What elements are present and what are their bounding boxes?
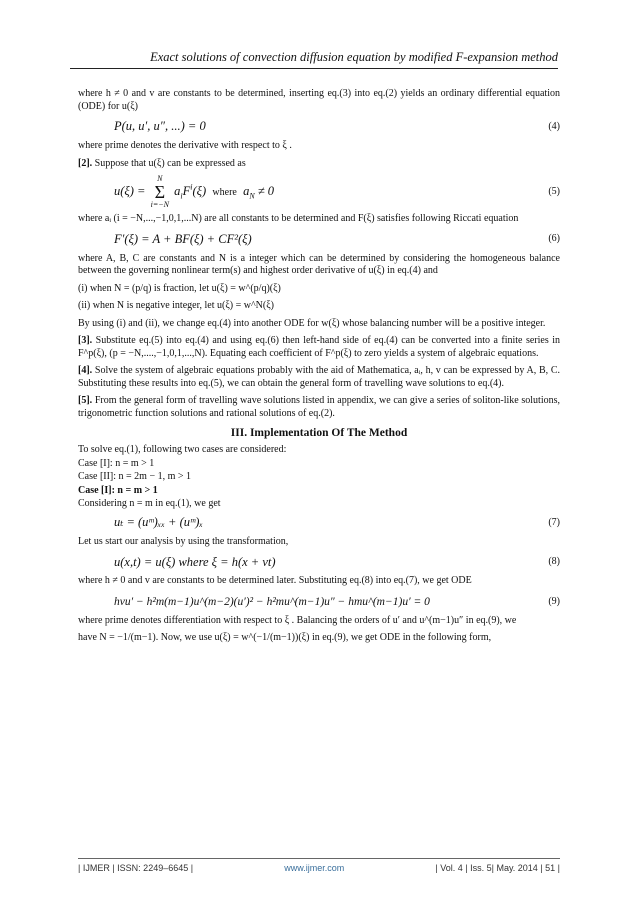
paragraph: have N = −1/(m−1). Now, we use u(ξ) = w^(−1/(m−1))(ξ) in eq.(9), we get ODE in the following form, [78, 632, 492, 644]
footer-journal: | IJMER | ISSN: 2249–6645 | [78, 863, 194, 873]
section-heading: III. Implementation Of The Method [230, 427, 408, 439]
footer-issue: | Vol. 4 | Iss. 5| May. 2014 | 51 | [435, 863, 560, 873]
step-paragraph [78, 335, 560, 360]
equation-9 [78, 593, 560, 611]
step-label: [4]. [78, 365, 93, 376]
equation-number: (9) [548, 595, 560, 607]
step-paragraph [78, 365, 560, 390]
case-heading: Case [I]: n = m > 1 [78, 484, 158, 496]
paragraph: where prime denotes the derivative with respect to ξ . [78, 140, 292, 151]
paragraph: Considering n = m in eq.(1), we get [78, 498, 221, 510]
equation-number: (4) [548, 120, 560, 132]
step-paragraph [78, 395, 560, 420]
equation-5 [78, 175, 560, 209]
paragraph: where prime denotes differentiation with respect to ξ . Balancing the orders of u′ and u^(m−1)u″ in eq.(9), we [78, 614, 517, 626]
step-label: [3]. [78, 335, 93, 346]
step-text: From the general form of travelling wave solutions listed in appendix, we can give a series of soliton-like solutions, trigonometric function solutions and rational solutions of eq.(2). [78, 395, 560, 419]
summation-symbol: N Σ i=−N [150, 174, 169, 209]
paragraph: By using (i) and (ii), we change eq.(4) into another ODE for w(ξ) whose balancing number will be a positive integer. [78, 317, 546, 329]
case-line: Case [I]: n = m > 1 [78, 457, 155, 469]
step-text: Solve the system of algebraic equations probably with the aid of Mathematica, aᵢ, h, v can be expressed by A, B, C. Substituting these results into eq.(5), we can obtain the general form of travelling wave solutions to eq.(4). [78, 365, 561, 389]
equation-number: (7) [548, 516, 560, 528]
sum-lower-limit: i=−N [150, 200, 169, 209]
step-text: Suppose that u(ξ) can be expressed as [94, 157, 246, 169]
equation-expression: uₜ = (uᵐ)ₓₓ + (uᵐ)ₓ [114, 515, 203, 530]
page-footer [78, 858, 560, 873]
equation-4 [78, 118, 560, 136]
equation-expression: u(ξ) = N Σ i=−N $a_iF^i(\xi)$ where $a_N \ne 0$ [114, 174, 275, 209]
case-line: Case [II]: n = 2m − 1, m > 1 [78, 471, 192, 483]
paragraph: where h ≠ 0 and v are constants to be determined later. Substituting eq.(8) into eq.(7), we get ODE [78, 575, 472, 587]
footer-url[interactable]: www.ijmer.com [284, 863, 345, 873]
step-text: Substitute eq.(5) into eq.(4) and using eq.(6) then left-hand side of eq.(4) can be converted into a finite series in F^p(ξ), (p = −N,....,−1,0,1,...,N). Equating each coefficient of F^p(ξ) to zero yields a system of algebraic equations. [78, 335, 560, 359]
paper-body [78, 88, 560, 650]
equation-7 [78, 514, 560, 532]
paragraph: To solve eq.(1), following two cases are considered: [78, 444, 287, 456]
running-header: Exact solutions of convection diffusion equation by modified F-expansion method [70, 50, 558, 69]
equation-expression: P(u, u′, u″, ...) = 0 [114, 119, 206, 134]
paragraph: Let us start our analysis by using the transformation, [78, 535, 289, 547]
equation-6 [78, 231, 560, 249]
equation-number: (8) [548, 556, 560, 568]
step-label: [2]. [78, 157, 93, 169]
paragraph: where aᵢ (i = −N,...,−1,0,1,...N) are all constants to be determined and F(ξ) satisfies following Riccati equation [78, 213, 519, 224]
equation-expression: hvu′ − h²m(m−1)u^(m−2)(u′)² − h²mu^(m−1)u″ − hmu^(m−1)u′ = 0 [114, 595, 430, 608]
paragraph: (i) when N = (p/q) is fraction, let u(ξ) = w^(p/q)(ξ) [78, 282, 281, 294]
step-label: [5]. [78, 395, 93, 406]
paragraph: (ii) when N is negative integer, let u(ξ) = w^N(ξ) [78, 300, 275, 311]
equation-number: (6) [548, 233, 560, 245]
equation-number: (5) [548, 185, 560, 197]
sum-upper-limit: N [157, 174, 163, 183]
step-paragraph [78, 158, 560, 171]
equation-expression: F′(ξ) = A + BF(ξ) + CF²(ξ) [114, 231, 252, 246]
paragraph: where A, B, C are constants and N is a integer which can be determined by considering the homogeneous balance between the governing nonlinear term(s) and highest order derivative of u(ξ) in eq.(4) and [78, 252, 560, 276]
equation-8 [78, 553, 560, 571]
equation-expression: u(x,t) = u(ξ) where ξ = h(x + vt) [114, 554, 276, 569]
paragraph: where h ≠ 0 and v are constants to be determined, inserting eq.(3) into eq.(2) yields an ordinary differential equation (ODE) for u(ξ) [78, 88, 560, 112]
